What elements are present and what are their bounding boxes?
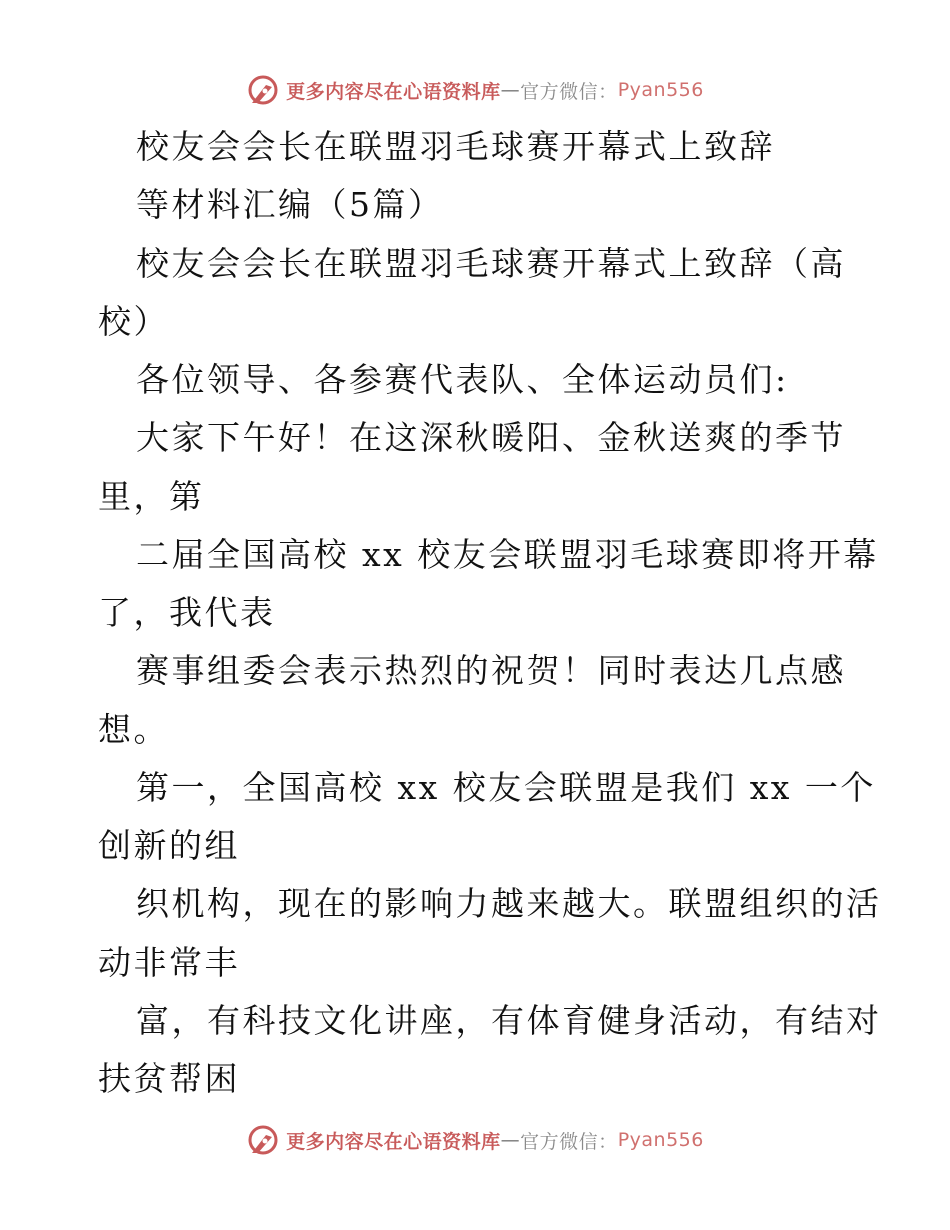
header-watermark-banner [0, 70, 950, 110]
doc-paragraph-line: 想。 [98, 710, 169, 749]
doc-paragraph-line: 动非常丰 [98, 943, 240, 982]
doc-paragraph-line: 织机构，现在的影响力越来越大。联盟组织的活 [136, 884, 882, 923]
doc-paragraph-line: 创新的组 [98, 826, 240, 865]
banner-wechat-id: Pyan556 [617, 79, 704, 101]
pen-logo-icon [246, 73, 280, 107]
doc-subtitle-line-2: 校） [98, 302, 169, 341]
doc-paragraph-line: 富，有科技文化讲座，有体育健身活动，有结对 [136, 1001, 882, 1040]
banner-dash: — [500, 1129, 521, 1151]
doc-paragraph-line: 里，第 [98, 477, 205, 516]
doc-paragraph-line: 第一，全国高校 xx 校友会联盟是我们 xx 一个 [136, 768, 876, 807]
doc-paragraph-line: 赛事组委会表示热烈的祝贺！同时表达几点感 [136, 651, 846, 690]
doc-paragraph-line: 了，我代表 [98, 593, 276, 632]
doc-paragraph-line: 二届全国高校 xx 校友会联盟羽毛球赛即将开幕 [136, 535, 879, 574]
doc-paragraph-line: 扶贫帮困 [98, 1059, 240, 1098]
doc-title-line-1: 校友会会长在联盟羽毛球赛开幕式上致辞 [136, 127, 775, 166]
doc-subtitle-line-1: 校友会会长在联盟羽毛球赛开幕式上致辞（高 [136, 244, 846, 283]
banner-wechat-id: Pyan556 [617, 1129, 704, 1151]
banner-promo-text: 更多内容尽在心语资料库 [286, 80, 501, 103]
doc-title-line-2: 等材料汇编（5篇） [136, 185, 444, 224]
banner-wechat-label: 官方微信： [520, 80, 618, 103]
pen-logo-icon [246, 1123, 280, 1157]
footer-watermark-banner [0, 1120, 950, 1160]
banner-wechat-label: 官方微信： [520, 1130, 618, 1153]
doc-paragraph-line: 大家下午好！在这深秋暖阳、金秋送爽的季节 [136, 418, 846, 457]
banner-promo-text: 更多内容尽在心语资料库 [286, 1130, 501, 1153]
doc-salutation: 各位领导、各参赛代表队、全体运动员们: [136, 360, 789, 399]
banner-dash: — [500, 79, 521, 101]
